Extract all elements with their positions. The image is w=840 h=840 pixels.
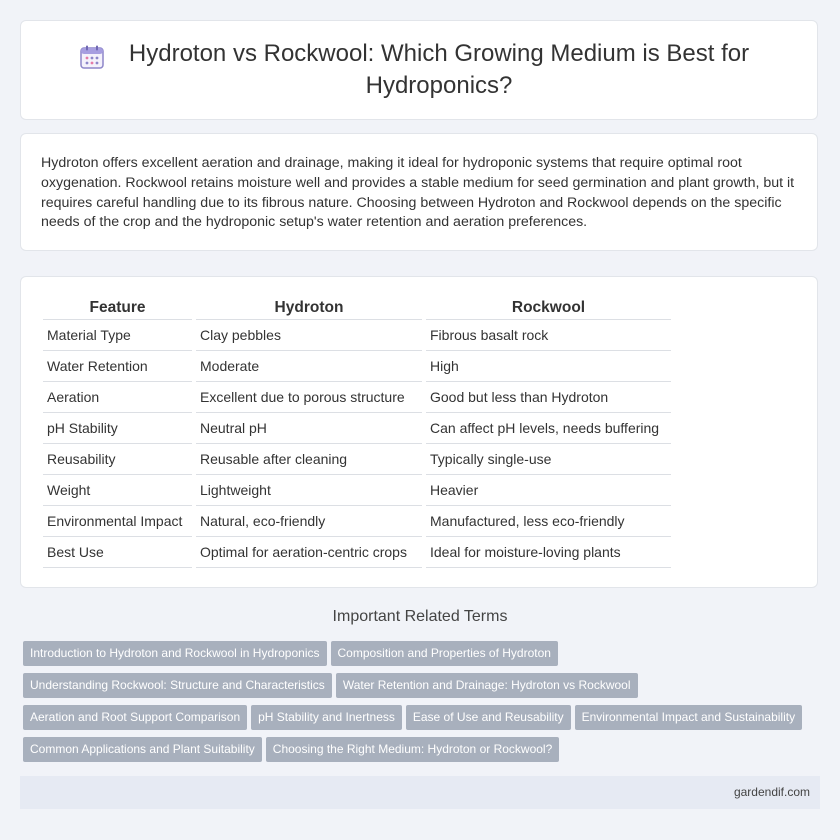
related-terms-title: Important Related Terms xyxy=(332,608,508,625)
intro-text: Hydroton offers excellent aeration and drainage, making it ideal for hydroponic systems that require optimal root oxygenation. Rockwool retains moisture well and provides a stable medium for seed germination and plant growth, but it requires careful handling due to its fibrous nature. Choosing between Hydroton and Rockwool depends on the specific needs of the crop and the hydroponic setup's water retention and aeration preferences. xyxy=(41,155,795,231)
table-cell: Moderate xyxy=(196,351,422,382)
header-hydroton: Hydroton xyxy=(196,295,422,320)
table-row xyxy=(43,475,671,506)
table-cell: Clay pebbles xyxy=(196,320,422,351)
table-cell: Material Type xyxy=(43,320,192,351)
table-header-row xyxy=(43,295,671,320)
table-row xyxy=(43,506,671,537)
table-row xyxy=(43,351,671,382)
table-cell: Good but less than Hydroton xyxy=(426,382,671,413)
related-tag[interactable]: Understanding Rockwool: Structure and Characteristics xyxy=(23,673,332,698)
table-cell: Ideal for moisture-loving plants xyxy=(426,537,671,568)
related-tags xyxy=(23,641,823,769)
header-feature: Feature xyxy=(43,295,192,320)
comparison-table xyxy=(39,295,675,568)
related-tag[interactable]: Introduction to Hydroton and Rockwool in Hydroponics xyxy=(23,641,327,666)
table-cell: Heavier xyxy=(426,475,671,506)
footer xyxy=(20,776,820,809)
table-cell: pH Stability xyxy=(43,413,192,444)
table-row xyxy=(43,537,671,568)
table-row xyxy=(43,382,671,413)
table-cell: Weight xyxy=(43,475,192,506)
related-tag[interactable]: Water Retention and Drainage: Hydroton vs Rockwool xyxy=(336,673,638,698)
table-cell: Fibrous basalt rock xyxy=(426,320,671,351)
table-cell: Lightweight xyxy=(196,475,422,506)
footer-site[interactable]: gardendif.com xyxy=(733,785,810,799)
related-tag[interactable]: Common Applications and Plant Suitability xyxy=(23,737,262,762)
table-cell: Best Use xyxy=(43,537,192,568)
header-rockwool: Rockwool xyxy=(426,295,671,320)
related-tag[interactable]: Aeration and Root Support Comparison xyxy=(23,705,247,730)
calendar-icon xyxy=(79,44,105,70)
table-row xyxy=(43,444,671,475)
table-cell: Natural, eco-friendly xyxy=(196,506,422,537)
table-cell: Excellent due to porous structure xyxy=(196,382,422,413)
related-tag[interactable]: pH Stability and Inertness xyxy=(251,705,402,730)
table-cell: Reusability xyxy=(43,444,192,475)
title-card xyxy=(20,20,818,120)
comparison-card xyxy=(20,276,818,588)
table-cell: Aeration xyxy=(43,382,192,413)
related-tag[interactable]: Choosing the Right Medium: Hydroton or Rockwool? xyxy=(266,737,559,762)
table-cell: High xyxy=(426,351,671,382)
table-row xyxy=(43,413,671,444)
table-cell: Water Retention xyxy=(43,351,192,382)
title-wrap xyxy=(79,38,759,102)
table-row xyxy=(43,320,671,351)
table-cell: Typically single-use xyxy=(426,444,671,475)
table-cell: Environmental Impact xyxy=(43,506,192,537)
table-cell: Neutral pH xyxy=(196,413,422,444)
table-cell: Reusable after cleaning xyxy=(196,444,422,475)
related-tag[interactable]: Ease of Use and Reusability xyxy=(406,705,571,730)
intro-card xyxy=(20,133,818,251)
related-tag[interactable]: Environmental Impact and Sustainability xyxy=(575,705,802,730)
table-cell: Optimal for aeration-centric crops xyxy=(196,537,422,568)
table-cell: Can affect pH levels, needs buffering xyxy=(426,413,671,444)
page-title: Hydroton vs Rockwool: Which Growing Medium is Best for Hydroponics? xyxy=(128,40,750,99)
table-cell: Manufactured, less eco-friendly xyxy=(426,506,671,537)
related-tag[interactable]: Composition and Properties of Hydroton xyxy=(331,641,558,666)
